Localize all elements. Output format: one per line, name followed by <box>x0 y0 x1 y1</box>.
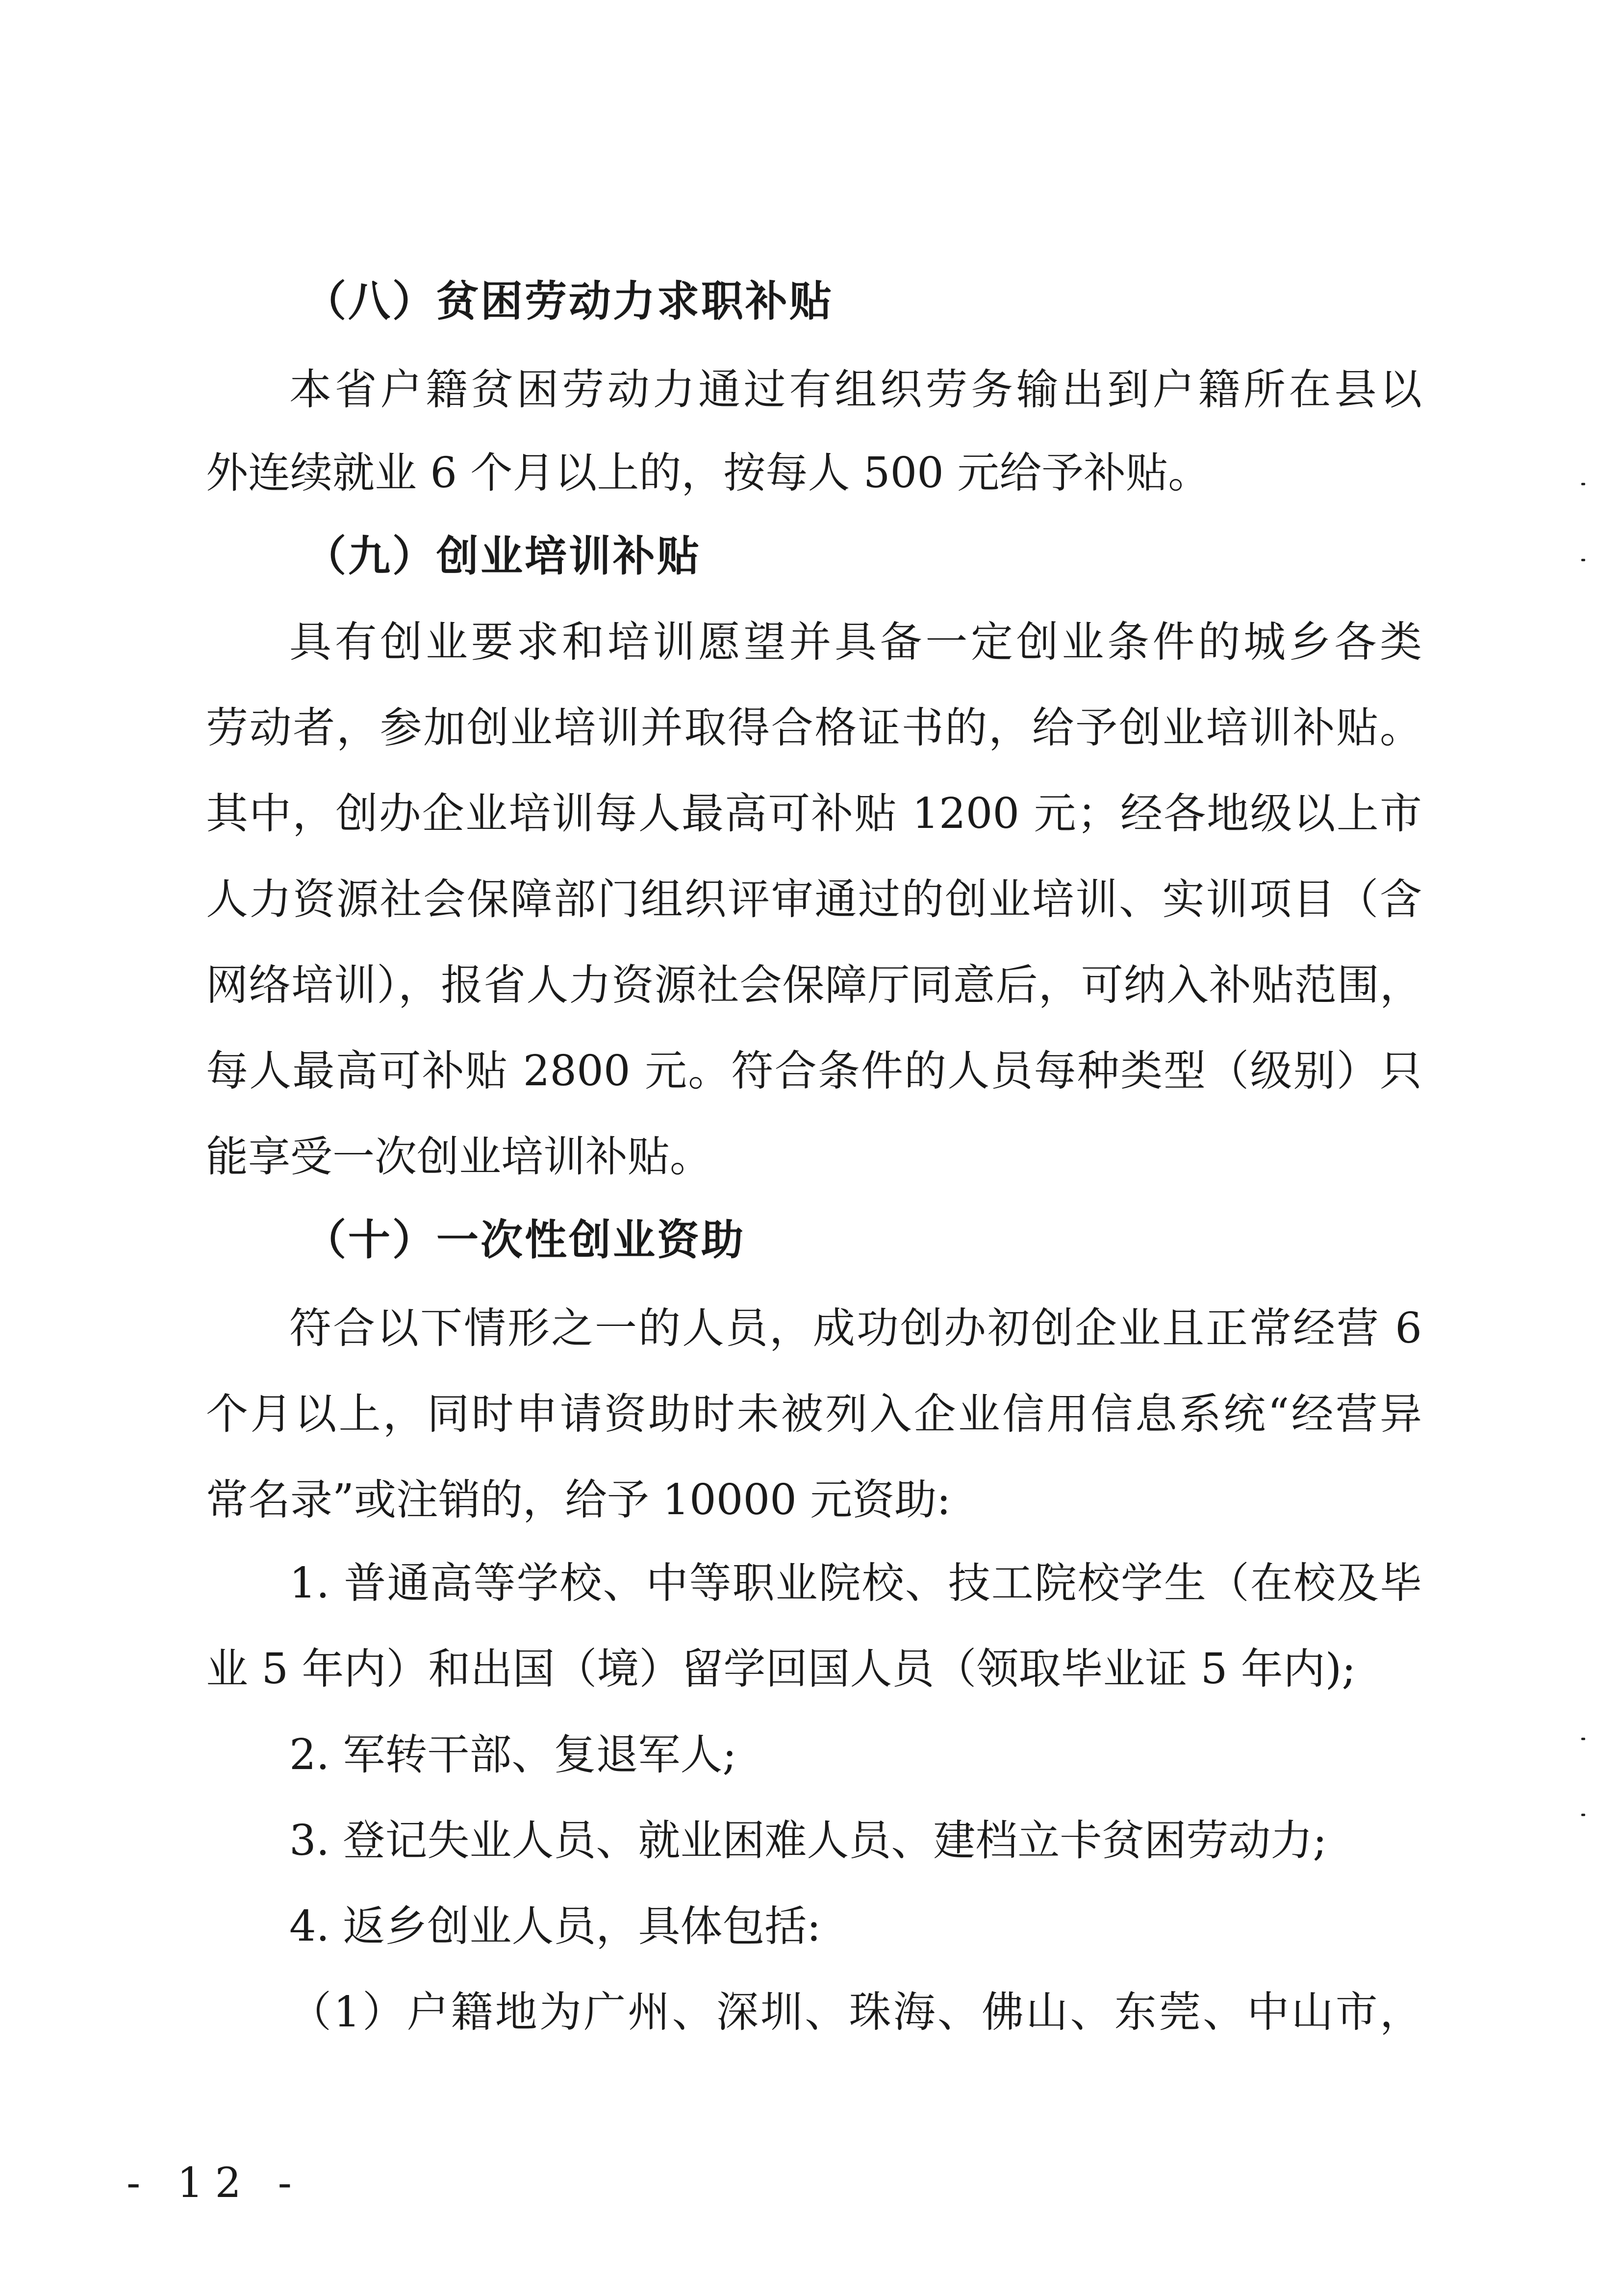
section-heading-10: （十）一次性创业资助 <box>304 1216 745 1265</box>
list-item-continuation: 业 5 年内）和出国（境）留学回国人员（领取毕业证 5 年内); <box>206 1645 1356 1694</box>
sub-list-item: （1）户籍地为广州、深圳、珠海、佛山、东莞、中山市， <box>289 1988 1422 2037</box>
scan-speck <box>1581 559 1585 561</box>
list-item: 3. 登记失业人员、就业困难人员、建档立卡贫困劳动力; <box>289 1816 1327 1865</box>
paragraph-line: 个月以上，同时申请资助时未被列入企业信用信息系统“经营异 <box>206 1390 1422 1439</box>
paragraph-line: 能享受一次创业培训补贴。 <box>206 1132 712 1181</box>
section-heading-8: （八）贫困劳动力求职补贴 <box>304 277 834 326</box>
paragraph-line: 常名录”或注销的，给予 10000 元资助: <box>206 1475 951 1524</box>
paragraph-line: 每人最高可补贴 2800 元。符合条件的人员每种类型（级别）只 <box>206 1047 1422 1096</box>
paragraph-line: 本省户籍贫困劳动力通过有组织劳务输出到户籍所在县以 <box>289 365 1422 414</box>
scan-speck <box>1581 1814 1585 1816</box>
paragraph-line: 符合以下情形之一的人员，成功创办初创企业且正常经营 6 <box>289 1304 1422 1353</box>
paragraph-line: 具有创业要求和培训愿望并具备一定创业条件的城乡各类 <box>289 618 1422 667</box>
scan-speck <box>1581 1738 1585 1740</box>
paragraph-line: 劳动者，参加创业培训并取得合格证书的，给予创业培训补贴。 <box>206 703 1422 752</box>
paragraph-line: 人力资源社会保障部门组织评审通过的创业培训、实训项目（含 <box>206 875 1422 924</box>
scan-speck <box>1581 483 1585 485</box>
paragraph-line: 外连续就业 6 个月以上的，按每人 500 元给予补贴。 <box>206 449 1211 498</box>
list-item: 4. 返乡创业人员，具体包括: <box>289 1902 821 1951</box>
list-item: 2. 军转干部、复退军人; <box>289 1730 737 1779</box>
list-item: 1. 普通高等学校、中等职业院校、技工院校学生（在校及毕 <box>289 1559 1422 1608</box>
page-number: - 12 - <box>127 2159 304 2207</box>
section-heading-9: （九）创业培训补贴 <box>304 532 701 581</box>
paragraph-line: 其中，创办企业培训每人最高可补贴 1200 元；经各地级以上市 <box>206 789 1422 838</box>
paragraph-line: 网络培训），报省人力资源社会保障厅同意后，可纳入补贴范围， <box>206 961 1422 1010</box>
